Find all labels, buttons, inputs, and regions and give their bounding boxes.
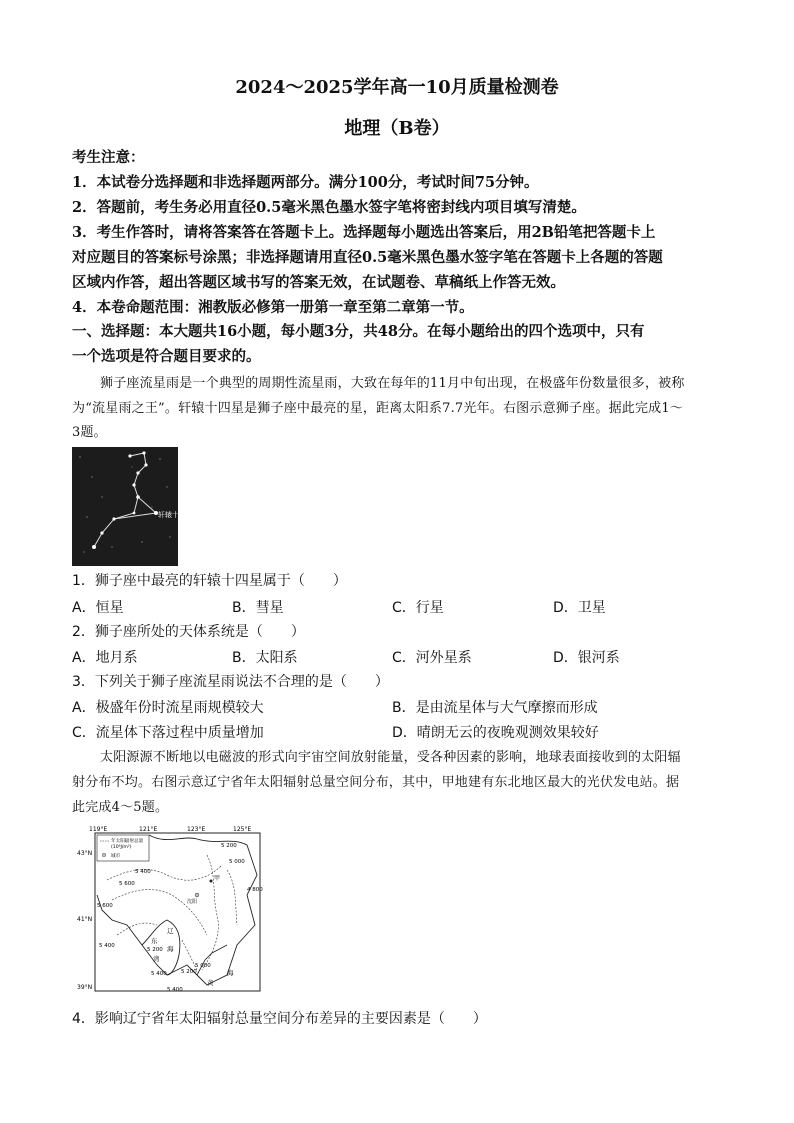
exam-subtitle: 地理（B卷） <box>344 118 450 139</box>
place-label: 辽 <box>167 927 174 935</box>
contour-label: 5 400 <box>135 869 151 875</box>
solar-radiation-map-svg <box>77 825 265 995</box>
option: C．行星 <box>392 600 444 616</box>
contour-label: 5 600 <box>97 903 113 909</box>
passage-line: 此完成4～5题。 <box>72 800 169 815</box>
lon-label: 125°E <box>233 826 252 833</box>
lat-label: 39°N <box>77 984 93 991</box>
lon-label: 121°E <box>139 826 158 833</box>
contour-label: 5 200 <box>181 969 197 975</box>
solar-radiation-map <box>77 825 265 995</box>
passage-line: 3题。 <box>72 425 107 440</box>
question-stem: 1．狮子座中最亮的轩辕十四星属于（ ） <box>72 573 347 589</box>
option: B．彗星 <box>232 600 284 616</box>
notice-heading: 考生注意： <box>72 149 145 166</box>
contour-label: 5 400 <box>151 971 167 977</box>
contour-label: 5 000 <box>195 963 211 969</box>
notice-item: 区域内作答，超出答题区域书写的答案无效，在试题卷、草稿纸上作答无效。 <box>72 274 565 291</box>
legend-item: (10⁶J/m²) <box>111 845 132 850</box>
star-label: 轩辕十四 <box>158 511 186 519</box>
exam-title: 2024～2025学年高一10月质量检测卷 <box>235 77 559 98</box>
notice-item: 3．考生作答时，请将答案答在答题卡上。选择题每小题选出答案后，用2B铅笔把答题卡上 <box>72 224 656 241</box>
option: D．卫星 <box>553 600 606 616</box>
contour-label: 5 200 <box>221 843 237 849</box>
legend-item: 城市 <box>111 854 121 859</box>
place-label: 湾 <box>153 955 160 963</box>
option: C．河外星系 <box>392 650 472 666</box>
option: C．流星体下落过程中质量增加 <box>72 725 264 741</box>
passage-line: 狮子座流星雨是一个典型的周期性流星雨，大致在每年的11月中旬出现，在极盛年份数量很多，被称 <box>100 376 685 391</box>
contour-label: 5 400 <box>167 987 183 993</box>
lat-label: 41°N <box>77 916 93 923</box>
place-label: 海 <box>167 945 174 953</box>
option: A．恒星 <box>72 600 124 616</box>
section-heading: 一、选择题：本大题共16小题，每小题3分，共48分。在每小题给出的四个选项中，只有 <box>72 323 645 340</box>
leo-constellation-image <box>72 447 186 566</box>
place-label: 甲 <box>214 875 221 882</box>
question-stem: 4．影响辽宁省年太阳辐射总量空间分布差异的主要因素是（ ） <box>72 1011 487 1027</box>
place-label: 沈阳 <box>187 899 198 905</box>
question-stem: 2．狮子座所处的天体系统是（ ） <box>72 624 305 640</box>
question-stem: 3．下列关于狮子座流星雨说法不合理的是（ ） <box>72 674 389 690</box>
option: A．地月系 <box>72 650 138 666</box>
notice-item: 2．答题前，考生务必用直径0.5毫米黑色墨水签字笔将密封线内项目填写清楚。 <box>72 199 586 216</box>
notice-item: 1．本试卷分选择题和非选择题两部分。满分100分，考试时间75分钟。 <box>72 174 539 191</box>
option: B．太阳系 <box>232 650 298 666</box>
contour-label: 5 600 <box>119 881 135 887</box>
option: A．极盛年份时流星雨规模较大 <box>72 700 264 716</box>
passage-line: 太阳源源不断地以电磁波的形式向宇宙空间放射能量，受各种因素的影响，地球表面接收到的太阳辐 <box>100 750 681 765</box>
place-label: 海 <box>227 969 234 977</box>
passage-line: 射分布不均。右图示意辽宁省年太阳辐射总量空间分布，其中，甲地建有东北地区最大的光伏发电站。据 <box>72 775 680 790</box>
lon-label: 119°E <box>89 826 108 833</box>
option: D．银河系 <box>553 650 620 666</box>
contour-label: 5 400 <box>99 943 115 949</box>
notice-item: 4．本卷命题范围：湘教版必修第一册第一章至第二章第一节。 <box>72 299 474 316</box>
contour-label: 5 200 <box>147 947 163 953</box>
contour-label: 5 000 <box>229 859 245 865</box>
place-label: 黄 <box>207 979 214 987</box>
passage-line: 为“流星雨之王”。轩辕十四星是狮子座中最亮的星，距离太阳系7.7光年。右图示意狮子座。据此完成1～ <box>72 401 684 416</box>
lat-label: 43°N <box>77 850 93 857</box>
option: B．是由流星体与大气摩擦而形成 <box>392 700 598 716</box>
contour-label: 4 800 <box>247 887 263 893</box>
legend-item: 年太阳辐射总量 <box>111 839 144 844</box>
lon-label: 123°E <box>187 826 206 833</box>
notice-item: 对应题目的答案标号涂黑；非选择题请用直径0.5毫米黑色墨水签字笔在答题卡上各题的答题 <box>72 249 663 266</box>
option: D．晴朗无云的夜晚观测效果较好 <box>392 725 599 741</box>
leo-constellation-figure <box>72 447 186 566</box>
place-label: 东 <box>151 937 158 945</box>
section-heading: 一个选项是符合题目要求的。 <box>72 348 261 365</box>
